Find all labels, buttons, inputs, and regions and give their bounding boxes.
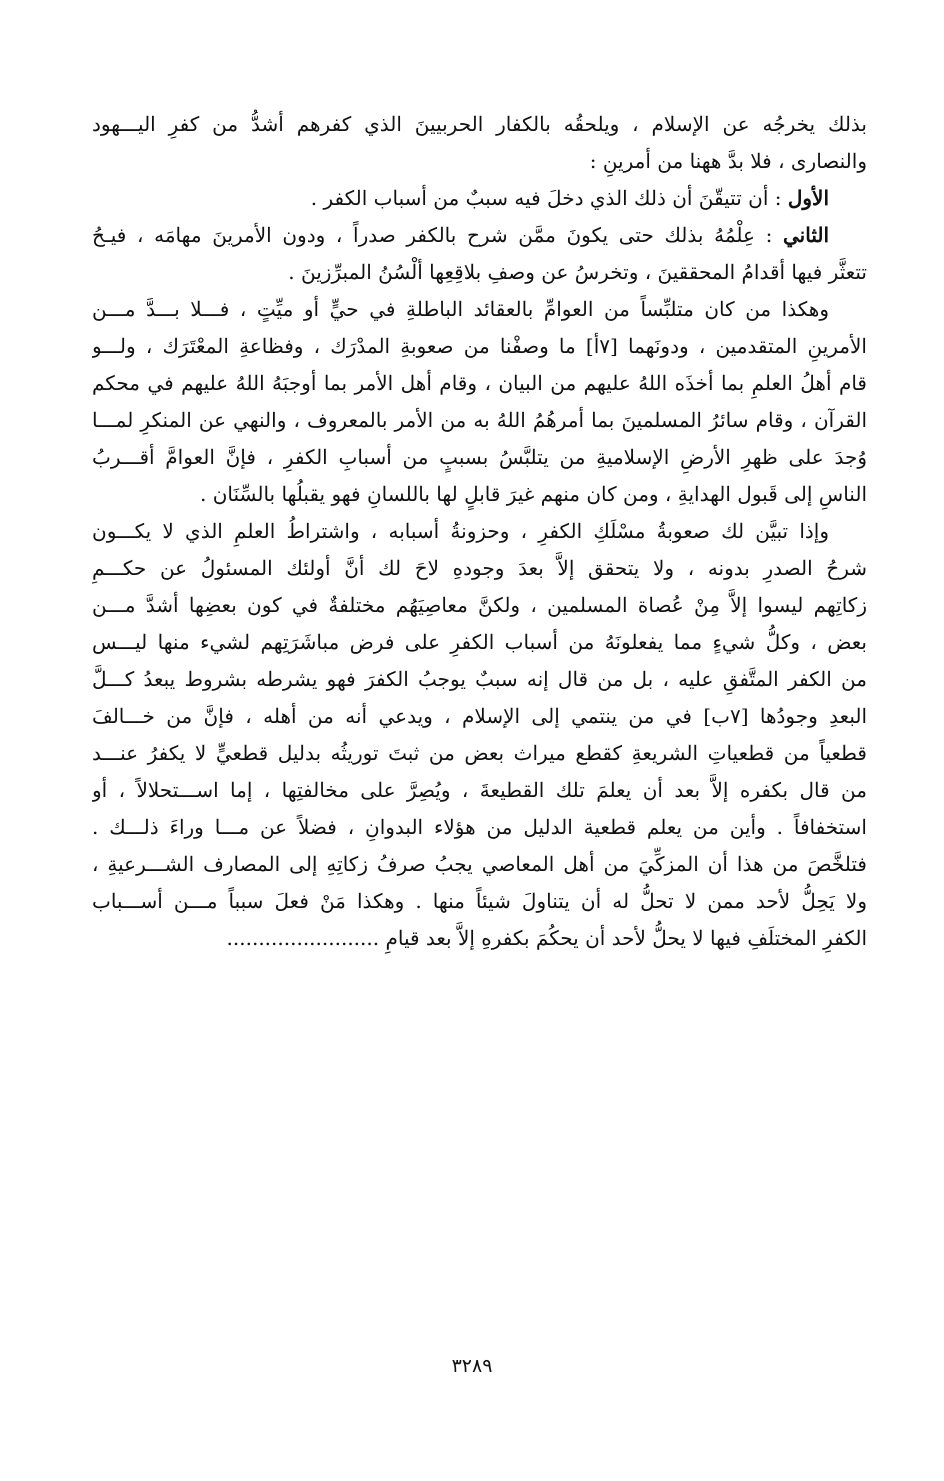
- point-first: [92, 180, 867, 217]
- text-line: وُجدَ على ظهرِ الأرضِ الإسلاميةِ من يتلبَّسُ بسببٍ من أسبابِ الكفرِ ، فإنَّ العوامَّ أقـــربُ: [92, 445, 867, 469]
- text-line: الناسِ إلى قَبول الهدايةِ ، ومن كان منهم غيرَ قابلٍ لها باللسانِ فهو يقبلُها بالسِّنَان .: [199, 482, 867, 506]
- text-line: شرحُ الصدرِ بدونه ، ولا يتحقق إلاَّ بعدَ وجودهِ لاحَ لك أنَّ أولئك المسئولُ عن حكـــمِ: [92, 556, 867, 580]
- text-line: الأمرينِ المتقدمين ، ودونَهما [٧أ] ما وصفْنا من صعوبةِ المدْرَك ، وفظاعةِ المعْتَرَك ، ولـــو: [92, 334, 867, 358]
- text-line: فتلخَّصَ من هذا أن المزكِّيَ من أهل المعاصي يجبُ صرفُ زكاتِهِ إلى المصارف الشـــرعيةِ ،: [92, 852, 867, 876]
- text-line: استخفافاً . وأين من يعلم قطعية الدليل من هؤلاء البدوانِ ، فضلاً عن مـــا وراءَ ذلـــك .: [92, 815, 867, 839]
- text-line: الكفرِ المختلَفِ فيها لا يحلُّ لأحد أن يحكُمَ بكفرهِ إلاَّ بعد قيامِ ........................: [226, 926, 867, 950]
- text-line: والنصارى ، فلا بدَّ ههنا من أمرينِ :: [589, 149, 867, 173]
- page-number: ٣٢٨٩: [451, 1355, 493, 1377]
- text-line: قطعياً من قطعياتِ الشريعةِ كقطع ميراث بعض من ثبتَ توريثُه بدليل قطعيٍّ لا يكفرُ عنـــد: [92, 741, 867, 765]
- point-label: الثاني: [782, 223, 829, 247]
- text-line: ولا يَحِلُّ لأحد ممن لا تحلُّ له أن يتناولَ شيئاً منها . وهكذا مَنْ فعلَ سبباً مـــن أســـباب: [92, 889, 867, 913]
- page-body: [92, 106, 867, 957]
- text-line: بعض ، وكلُّ شيءٍ مما يفعلونَهُ من أسباب الكفرِ على فرض مباشَرَتِهم لشيء منها ليـــس: [92, 630, 867, 654]
- text-line: القرآن ، وقام سائرُ المسلمينَ بما أمرهُمُ اللهُ به من الأمر بالمعروف ، والنهي عن المنكرِ لمـــا: [92, 408, 867, 432]
- point-label: الأول: [787, 186, 829, 210]
- text-line: البعدِ وجودُها [٧ب] في من ينتمي إلى الإسلام ، ويدعي أنه من أهله ، فإنَّ من خـــالفَ: [92, 704, 867, 728]
- text-line: وهكذا من كان متلبِّساً من العوامِّ بالعقائد الباطلةِ في حيٍّ أو ميِّتٍ ، فـــلا بـــدَّ مـــن: [92, 297, 829, 321]
- point-text: : أن تتيقّنَ أن ذلك الذي دخلَ فيه سببٌ من أسباب الكفر .: [310, 186, 788, 210]
- text-line: وإذا تبيَّن لك صعوبةُ مسْلَكِ الكفرِ ، وحزونةُ أسبابه ، واشتراطُ العلمِ الذي لا يكـــون: [92, 519, 829, 543]
- text-line: بذلك يخرجُه عن الإسلام ، ويلحقُه بالكفار الحربيينَ الذي كفرهم أشدُّ من كفرِ اليـــهود: [92, 112, 867, 136]
- text-line: تتعثَّر فيها أقدامُ المحققينَ ، وتخرسُ عن وصفِ بلاقِعِها ألْسُنُ المبرِّزينَ .: [288, 260, 867, 284]
- text-line: زكاتِهم ليسوا إلاَّ مِنْ عُصاة المسلمين ، ولكنَّ معاصِيَهُم مختلفةٌ في كون بعضِها أشدَّ مـــن: [92, 593, 867, 617]
- text-line: من قال بكفره إلاَّ بعد أن يعلمَ تلك القطيعةَ ، ويُصِرَّ على مخالفتِها ، إما اســـتحلالاً ، أو: [92, 778, 867, 802]
- point-text: : عِلْمُهُ بذلك حتى يكونَ ممَّن شرح بالكفر صدراً ، ودون الأمرينَ مهامَه ، فيـحُ: [92, 223, 783, 247]
- point-second: [92, 217, 867, 254]
- text-line: قام أهلُ العلمِ بما أخذَه اللهُ عليهم من البيان ، وقام أهل الأمر بما أوجبَهُ اللهُ عليهم في محكم: [92, 371, 867, 395]
- text-line: من الكفر المتَّفقِ عليه ، بل من قال إنه سببٌ يوجبُ الكفرَ فهو يشرطه بشروط يبعدُ كـــلَّ: [92, 667, 867, 691]
